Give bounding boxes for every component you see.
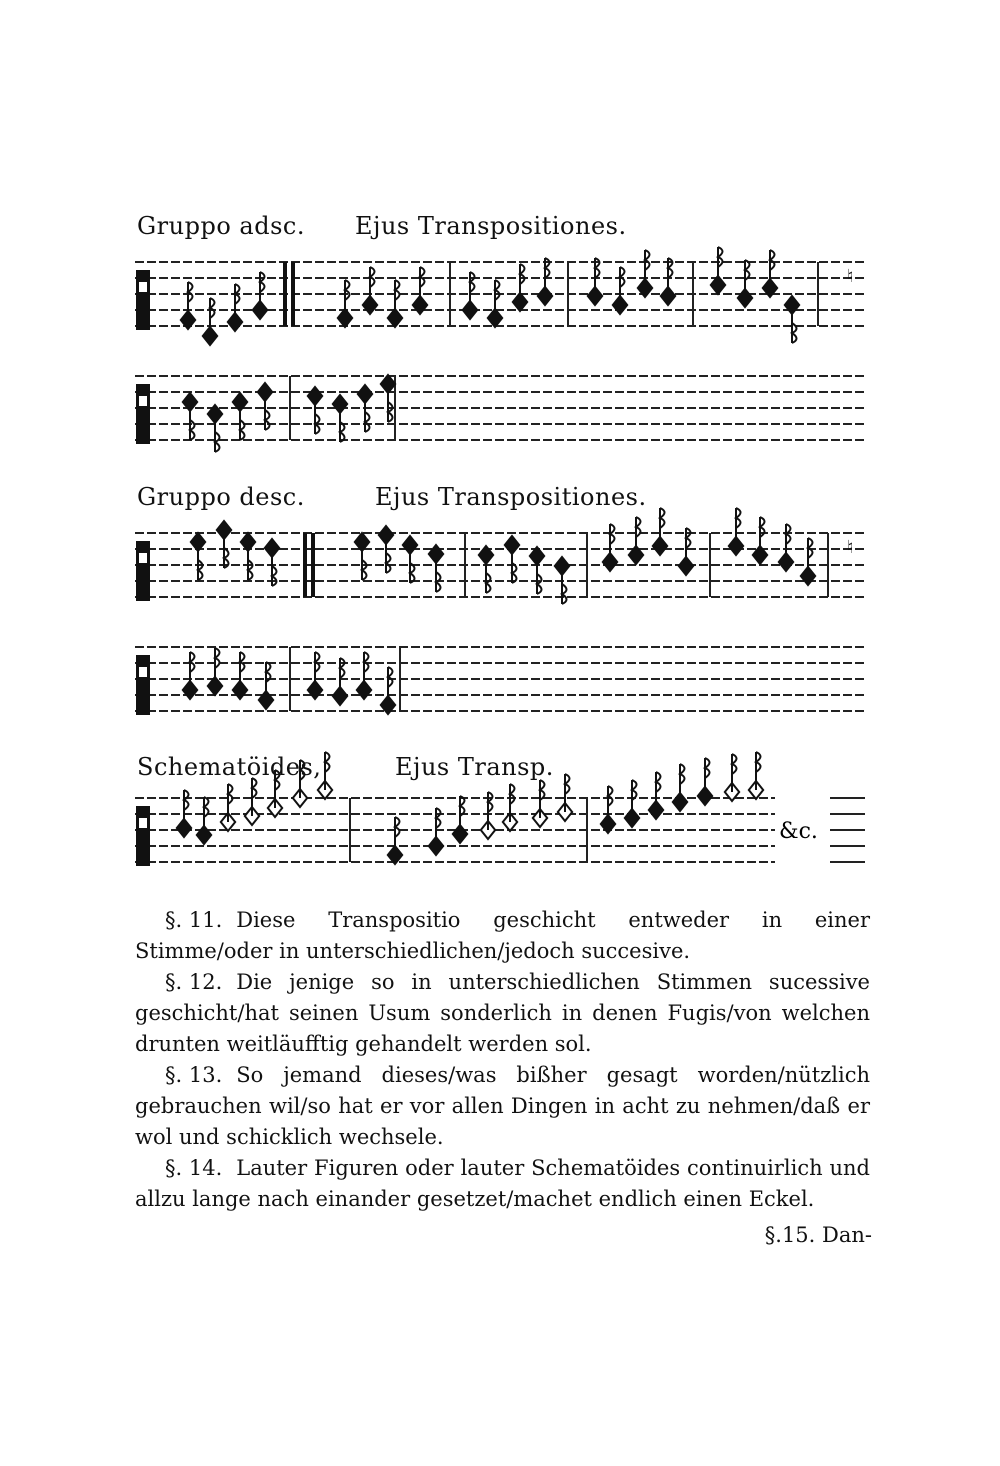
etc-marker <box>779 819 818 844</box>
body-text <box>135 905 870 1215</box>
clef-icon <box>139 667 147 677</box>
clef-icon <box>139 282 147 292</box>
paragraph-14 <box>135 1153 870 1215</box>
gruppo-adsc-transpositions-label: Ejus Transpositiones. <box>355 212 627 240</box>
paragraph-number: §. 12. <box>165 970 223 994</box>
gruppo-adsc-label: Gruppo adsc. <box>137 212 305 240</box>
clef-icon <box>136 270 150 330</box>
paragraph-number: §. 13. <box>165 1063 223 1087</box>
paragraph-text: Lauter Figuren oder lauter Schematöides continuirlich und allzu lange nach einander gesetzet/machet endlich einen Eckel. <box>135 1156 870 1211</box>
custos-icon: ♮ <box>847 537 854 558</box>
clef-icon <box>136 806 150 866</box>
clef-icon <box>139 396 147 406</box>
clef-icon <box>136 655 150 715</box>
paragraph-number: §. 14. <box>165 1156 223 1180</box>
gruppo-desc-label: Gruppo desc. <box>137 483 305 511</box>
clef-icon <box>139 553 147 563</box>
clef-icon <box>136 541 150 601</box>
paragraph-12 <box>135 967 870 1060</box>
etc-text: &c. <box>779 819 818 844</box>
catchword: §.15. Dan- <box>764 1223 872 1247</box>
paragraph-text: Diese Transpositio geschicht entweder in einer Stimme/oder in unterschiedlichen/jedoch succesive. <box>135 908 870 963</box>
paragraph-11 <box>135 905 870 967</box>
schematoides-transpositions-label: Ejus Transp. <box>395 753 554 781</box>
paragraph-13 <box>135 1060 870 1153</box>
clef-icon <box>136 384 150 444</box>
paragraph-text: Die jenige so in unterschiedlichen Stimmen sucessive geschicht/hat seinen Usum sonderlich in denen Fugis/von welchen drunten weitläufftig gehandelt werden sol. <box>135 970 870 1056</box>
paragraph-text: So jemand dieses/was bißher gesagt worden/nützlich gebrauchen wil/so hat er vor allen Dingen in acht zu nehmen/daß er wol und schicklich wechsele. <box>135 1063 870 1149</box>
paragraph-number: §. 11. <box>165 908 223 932</box>
schematoides-label: Schematöides, <box>137 753 322 781</box>
clef-icon <box>139 818 147 828</box>
custos-icon: ♮ <box>847 266 854 287</box>
gruppo-desc-transpositions-label: Ejus Transpositiones. <box>375 483 647 511</box>
